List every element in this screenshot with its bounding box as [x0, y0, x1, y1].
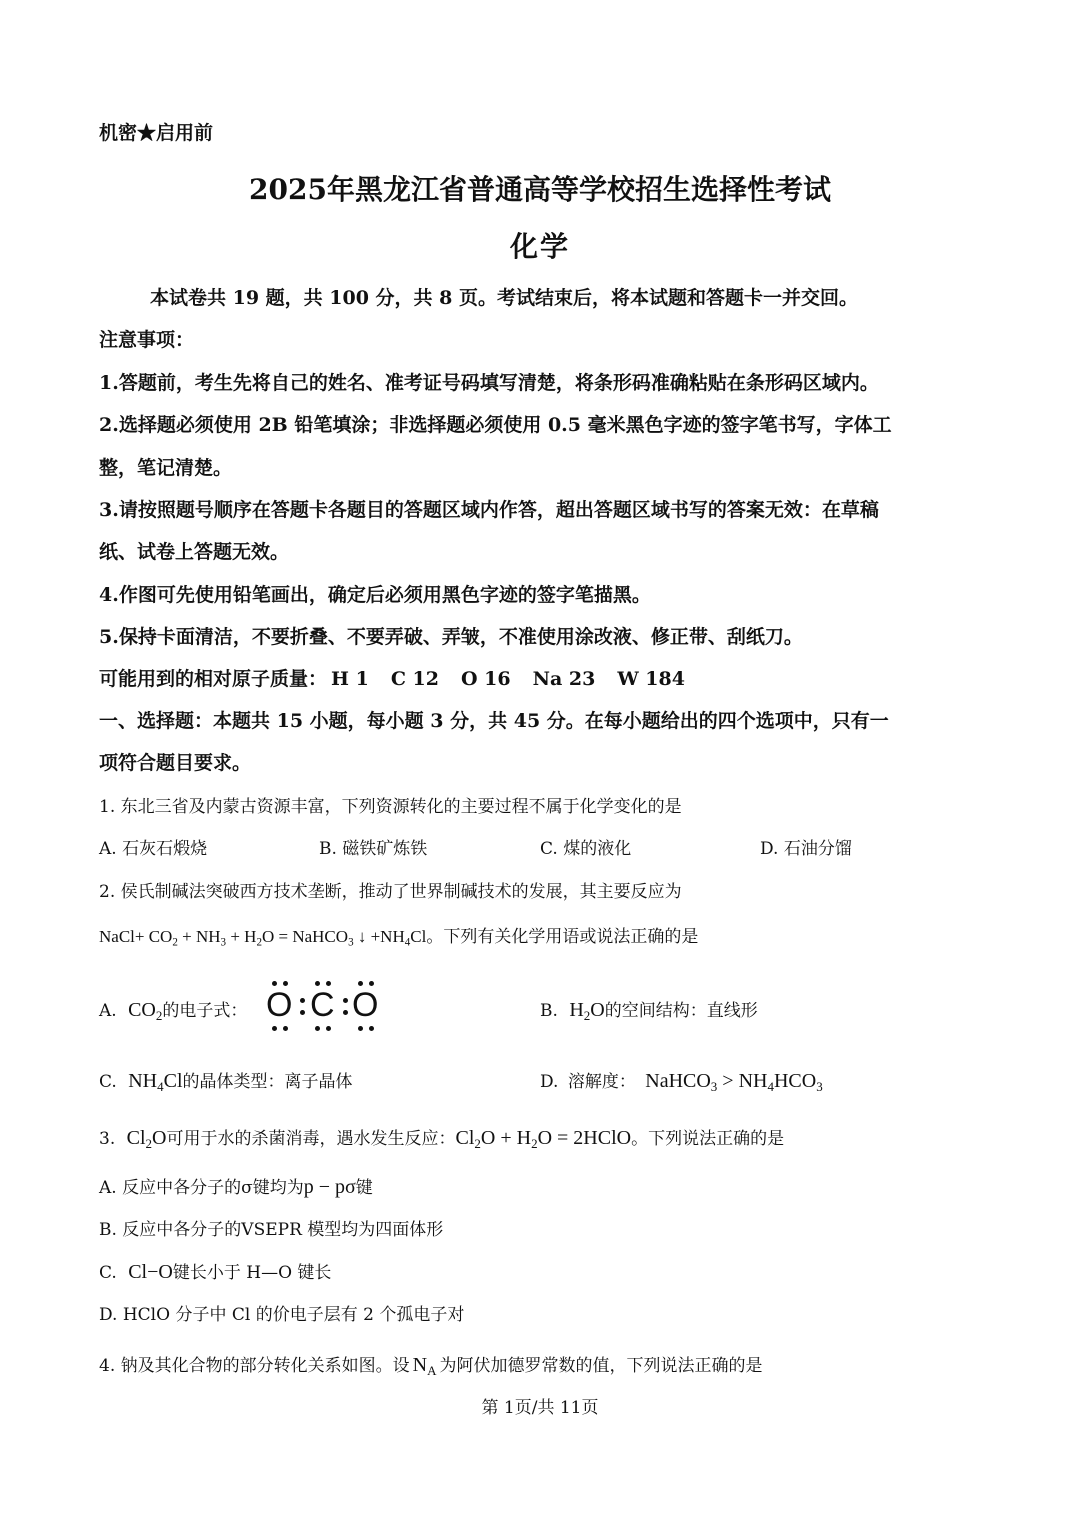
q3-option-c-label: C.: [99, 1263, 117, 1283]
p-p-sigma-formula: p − pσ: [303, 1176, 356, 1198]
q1-option-d: D. 石油分馏: [760, 839, 852, 859]
electron-dot: [272, 981, 277, 986]
co2-lewis-structure: [266, 978, 378, 1034]
lewis-atom-o-right: O: [352, 986, 379, 1024]
electron-dot: [343, 1010, 348, 1015]
q2-option-d-label: D.: [540, 1072, 559, 1092]
cl2o-formula: $Cl_2O$: [126, 1127, 167, 1151]
q3-option-a: [99, 1173, 373, 1199]
q1-option-c: C. 煤的液化: [540, 839, 632, 859]
page-number: 第 1页/共 11页: [481, 1398, 599, 1418]
q2-option-b-label: B.: [540, 1001, 558, 1021]
electron-dot: [369, 981, 374, 986]
electron-dot: [326, 981, 331, 986]
q2-option-a-label: A.: [99, 1001, 117, 1021]
electron-dot: [358, 1026, 363, 1031]
reaction-equation: NaCl+ $CO_2 + NH_3 + H_2O$ = NaHCO$_3$ ↓ $+NH_4Cl$: [99, 927, 427, 949]
atomic-masses-label: 可能用到的相对原子质量：: [99, 668, 328, 690]
electron-dot: [315, 981, 320, 986]
question-3-stem: [99, 1124, 784, 1150]
q1-option-a: A. 石灰石煅烧: [99, 839, 208, 859]
atomic-mass-value: W 184: [617, 668, 685, 690]
co2-formula: $CO_2$: [128, 999, 163, 1023]
electron-dot: [358, 981, 363, 986]
notice-heading: 注意事项：: [99, 329, 195, 351]
q2-equation-line: [99, 922, 698, 947]
q3-option-d: D. HClO 分子中 Cl 的价电子层有 2 个孤电子对: [99, 1305, 465, 1325]
electron-dot: [283, 981, 288, 986]
q3-stem-tail: 。下列说法正确的是: [631, 1129, 785, 1149]
q3-stem-mid: 可用于水的杀菌消毒，遇水发生反应：: [166, 1129, 456, 1149]
atomic-masses: [99, 664, 685, 691]
electron-dot: [300, 1010, 305, 1015]
question-4-stem: [99, 1351, 762, 1377]
h2o-formula: $H_2O$: [569, 999, 605, 1023]
q2-option-d: [540, 1067, 823, 1093]
q2-stem-tail: 。下列有关化学用语或说法正确的是: [426, 927, 699, 947]
notice-item: 整，笔记清楚。: [99, 457, 233, 479]
q3-option-b: B. 反应中各分子的VSEPR 模型均为四面体形: [99, 1220, 444, 1240]
cl-o-bond-formula: Cl−O: [128, 1261, 173, 1283]
notice-item: 3.请按照题号顺序在答题卡各题目的答题区域内作答，超出答题区域书写的答案无效：在草稿: [99, 499, 879, 521]
notice-item: 1.答题前，考生先将自己的姓名、准考证号码填写清楚，将条形码准确粘贴在条形码区域内。: [99, 372, 879, 394]
q4-stem-head: 4. 钠及其化合物的部分转化关系如图。设: [99, 1356, 410, 1376]
q1-option-b: B. 磁铁矿炼铁: [319, 839, 428, 859]
atomic-mass-value: H 1: [331, 668, 369, 690]
q3-option-c-tail: 键长小于 H—O 键长: [172, 1263, 332, 1283]
q2-option-c-label: C.: [99, 1072, 117, 1092]
notice-item: 4.作图可先使用铅笔画出，确定后必须用黑色字迹的签字笔描黑。: [99, 584, 651, 606]
q2-option-a: [99, 996, 247, 1022]
q3-number: 3.: [99, 1129, 116, 1149]
notice-item: 2.选择题必须使用 2B 铅笔填涂；非选择题必须使用 0.5 毫米黑色字迹的签字笔书写，字体工: [99, 414, 892, 436]
q3-option-a-text: A. 反应中各分子的σ键均为: [99, 1178, 304, 1198]
notice-item: 5.保持卡面清洁，不要折叠、不要弄破、弄皱，不准使用涂改液、修正带、刮纸刀。: [99, 626, 803, 648]
q4-stem-tail: 为阿伏加德罗常数的值，下列说法正确的是: [439, 1356, 763, 1376]
electron-dot: [326, 1026, 331, 1031]
q2-option-a-text: 的电子式：: [162, 1001, 248, 1021]
intro-text: 本试卷共 19 题，共 100 分，共 8 页。考试结束后，将本试题和答题卡一并交回。: [150, 287, 859, 309]
q2-option-b: [540, 996, 758, 1022]
nh4cl-formula: $NH_4Cl$: [128, 1070, 183, 1094]
solubility-comparison: NaHCO$_3$ > $NH_4HCO_3$: [645, 1070, 823, 1094]
secret-mark: 机密★启用前: [99, 122, 214, 144]
electron-dot: [283, 1026, 288, 1031]
electron-dot: [300, 998, 305, 1003]
lewis-atom-c: C: [310, 986, 335, 1024]
electron-dot: [315, 1026, 320, 1031]
atomic-mass-value: O 16: [461, 668, 511, 690]
exam-title: 2025年黑龙江省普通高等学校招生选择性考试: [249, 173, 831, 206]
q2-option-b-text: 的空间结构：直线形: [604, 1001, 758, 1021]
electron-dot: [272, 1026, 277, 1031]
q3-option-c: [99, 1258, 331, 1284]
section-heading: 项符合题目要求。: [99, 752, 252, 774]
subject-title: 化学: [509, 230, 570, 263]
q2-option-d-text: 溶解度：: [567, 1072, 636, 1092]
notice-item: 纸、试卷上答题无效。: [99, 541, 290, 563]
q3-equation: $Cl_2O + H_2O$ = 2HClO: [455, 1127, 632, 1151]
section-heading: 一、选择题：本题共 15 小题，每小题 3 分，共 45 分。在每小题给出的四个选项中，只有一: [99, 710, 889, 732]
q3-option-a-tail: 键: [355, 1178, 373, 1198]
question-1-stem: 1. 东北三省及内蒙古资源丰富，下列资源转化的主要过程不属于化学变化的是: [99, 797, 682, 817]
atomic-mass-value: Na 23: [532, 668, 596, 690]
q2-option-c-text: 的晶体类型：离子晶体: [182, 1072, 353, 1092]
lewis-atom-o-left: O: [266, 986, 293, 1024]
avogadro-symbol: $N_A$: [412, 1354, 437, 1378]
electron-dot: [369, 1026, 374, 1031]
q2-option-c: [99, 1067, 353, 1093]
atomic-mass-value: C 12: [390, 668, 439, 690]
electron-dot: [343, 998, 348, 1003]
question-2-stem: 2. 侯氏制碱法突破西方技术垄断，推动了世界制碱技术的发展，其主要反应为: [99, 882, 682, 902]
